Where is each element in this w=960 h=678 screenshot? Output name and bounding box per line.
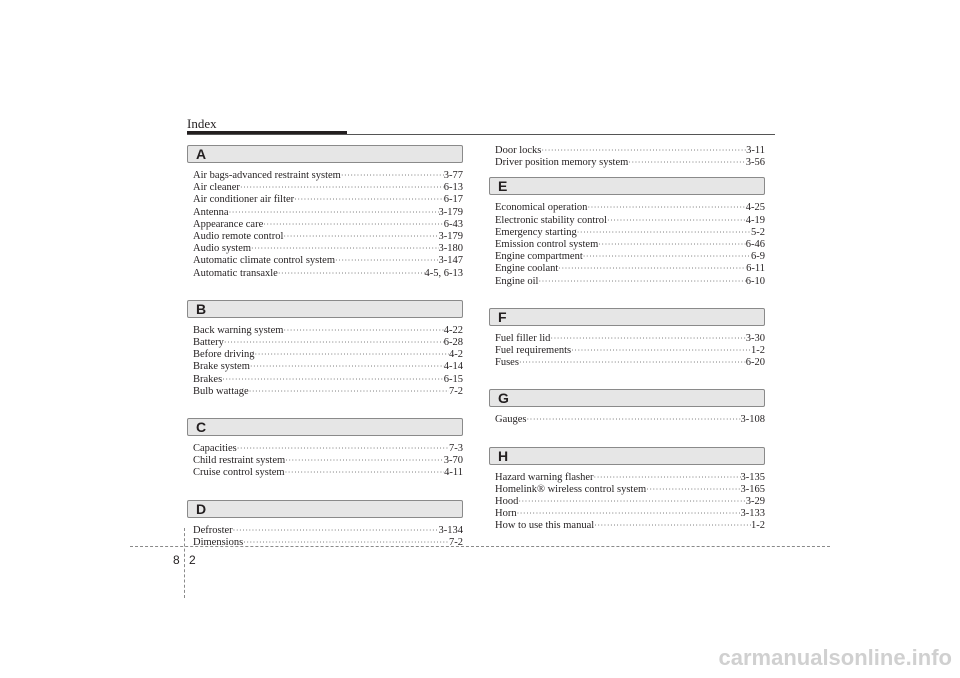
entry-page-ref: 3-134 [438,524,463,536]
index-column-left [187,145,463,549]
leader-dots [222,374,444,386]
entry-page-ref: 3-179 [438,206,463,218]
entry-label: Hazard warning flasher [495,471,594,483]
index-entry [193,325,463,337]
entry-label: Air cleaner [193,182,240,194]
leader-dots [594,520,751,532]
section-letter: C [196,419,207,436]
leader-dots [283,325,443,337]
entry-label: Engine coolant [495,263,559,275]
watermark-text: carmanualsonline.info [718,645,952,670]
entry-page-ref: 6-10 [745,275,765,287]
index-entry [193,268,463,280]
entry-page-ref: 6-15 [443,373,463,385]
entry-page-ref: 3-165 [740,483,765,495]
entry-label: Electronic stability control [495,214,607,226]
entry-page-ref: 6-17 [443,194,463,206]
index-entry [193,386,463,398]
index-entry [193,374,463,386]
index-entry [193,243,463,255]
entry-label: Fuel requirements [495,345,572,357]
chapter-number: 8 [173,553,180,567]
entry-label: Capacities [193,443,237,455]
entry-label: Engine oil [495,275,539,287]
entry-label: Driver position memory system [495,157,629,169]
section-letter: A [196,146,207,162]
index-entry [193,219,463,231]
entry-page-ref: 5-2 [751,226,765,238]
entry-page-ref: 4-2 [449,349,463,361]
index-entry [495,239,765,251]
section-letter: E [498,178,508,195]
leader-dots [243,537,449,549]
index-entry [495,508,765,520]
entry-page-ref: 4-14 [443,361,463,373]
entry-page-ref: 3-108 [740,414,765,426]
entry-page-ref: 6-43 [443,218,463,230]
entry-label: Appearance care [193,218,264,230]
entry-page-ref: 3-30 [745,332,765,344]
index-entry [495,484,765,496]
leader-dots [594,472,741,484]
leader-dots [646,484,740,496]
entry-label: Audio remote control [193,231,284,243]
index-entry [193,207,463,219]
index-entry [193,467,463,479]
entry-page-ref: 3-77 [443,170,463,181]
entry-page-ref: 4-22 [443,324,463,336]
section-header-a [187,145,463,163]
entry-list [187,325,463,398]
entry-label: Brake system [193,361,250,373]
index-entry [495,157,765,169]
entry-page-ref: 4-19 [745,214,765,226]
leader-dots [229,207,439,219]
page-title: Index [187,116,217,131]
entry-page-ref: 3-56 [745,157,765,169]
section-header-d [187,500,463,518]
section-letter: B [196,300,207,317]
index-entry [495,251,765,263]
entry-label: Brakes [193,373,223,385]
entry-page-ref: 1-2 [751,520,765,532]
entry-label: Air conditioner air filter [193,194,295,206]
leader-dots [285,467,445,479]
entry-page-ref: 6-28 [443,337,463,349]
section-header-g [489,389,765,407]
entry-page-ref: 3-29 [745,496,765,508]
entry-page-ref: 7-3 [449,443,463,455]
section-header-e [489,177,765,195]
leader-dots [251,243,438,255]
entry-label: Dimensions [193,536,244,548]
section-header-h [489,447,765,465]
header-rule [187,134,775,135]
entry-list [489,202,765,287]
index-entry [495,357,765,369]
entry-label: Emission control system [495,239,599,251]
section-header-b [187,300,463,318]
page-number: 2 [189,553,196,567]
leader-dots [583,251,751,263]
index-entry [193,443,463,455]
entry-label: Defroster [193,524,233,536]
entry-label: Fuses [495,357,519,369]
leader-dots [250,361,444,373]
index-entry [495,276,765,288]
leader-dots [558,263,746,275]
entry-label: Economical operation [495,202,588,214]
index-entry [495,215,765,227]
entry-label: How to use this manual [495,520,595,532]
entry-list [489,414,765,426]
index-entry [495,333,765,345]
entry-page-ref: 7-2 [449,385,463,397]
section-letter: D [196,500,207,517]
leader-dots [249,386,449,398]
section-header-f [489,308,765,326]
entry-label: Engine compartment [495,251,583,263]
index-entry [495,202,765,214]
entry-label: Child restraint system [193,455,286,467]
entry-page-ref: 6-20 [745,357,765,369]
leader-dots [538,276,745,288]
entry-page-ref: 3-11 [746,145,765,156]
index-entry [193,537,463,549]
index-entry [495,345,765,357]
leader-dots [628,157,745,169]
leader-dots [519,357,746,369]
leader-dots [237,443,449,455]
index-entry [193,231,463,243]
entry-page-ref: 3-133 [740,508,765,520]
leader-dots [233,525,439,537]
leader-dots [263,219,444,231]
index-entry [495,496,765,508]
entry-label: Cruise control system [193,467,285,479]
leader-dots [335,255,438,267]
entry-page-ref: 4-11 [444,467,463,479]
index-entry [193,349,463,361]
section-letter: F [498,308,507,325]
entry-page-ref: 1-2 [751,345,765,357]
entry-page-ref: 6-11 [746,263,765,275]
index-entry [193,194,463,206]
entry-label: Door locks [495,145,542,156]
entry-list [489,333,765,370]
footer-divider [184,528,185,598]
entry-label: Automatic transaxle [193,267,278,279]
entry-page-ref: 3-70 [443,455,463,467]
entry-page-ref: 6-13 [443,182,463,194]
entry-page-ref: 3-179 [438,231,463,243]
entry-list-continued [489,145,765,169]
entry-list [489,472,765,533]
entry-label: Antenna [193,206,229,218]
entry-list [187,443,463,480]
leader-dots [517,508,741,520]
entry-page-ref: 7-2 [449,536,463,548]
entry-page-ref: 3-147 [438,255,463,267]
index-entry [193,337,463,349]
entry-label: Gauges [495,414,527,426]
leader-dots [571,345,751,357]
index-entry [193,170,463,182]
index-entry [193,182,463,194]
entry-page-ref: 4-5, 6-13 [424,267,463,279]
leader-dots [283,231,438,243]
index-entry [495,520,765,532]
entry-label: Battery [193,337,224,349]
index-entry [193,455,463,467]
index-entry [495,414,765,426]
entry-page-ref: 6-46 [745,239,765,251]
entry-label: Emergency starting [495,226,577,238]
leader-dots [255,349,449,361]
index-column-right [489,145,765,533]
leader-dots [541,145,746,157]
entry-label: Hood [495,496,519,508]
index-entry [495,227,765,239]
leader-dots [577,227,751,239]
leader-dots [294,194,444,206]
entry-label: Automatic climate control system [193,255,336,267]
index-entry [193,525,463,537]
entry-label: Back warning system [193,324,284,336]
entry-label: Bulb wattage [193,385,249,397]
index-entry [495,145,765,157]
leader-dots [341,170,444,182]
index-entry [193,255,463,267]
entry-label: Horn [495,508,517,520]
entry-page-ref: 4-25 [745,202,765,214]
entry-label: Before driving [193,349,255,361]
entry-list [187,170,463,280]
entry-label: Air bags-advanced restraint system [193,170,341,181]
leader-dots [240,182,444,194]
index-entry [495,263,765,275]
leader-dots [278,268,425,280]
entry-page-ref: 6-9 [751,251,765,263]
leader-dots [598,239,746,251]
leader-dots [527,414,741,426]
entry-page-ref: 3-180 [438,243,463,255]
section-letter: H [498,447,509,464]
entry-label: Homelink® wireless control system [495,483,647,495]
section-header-c [187,418,463,436]
index-entry [495,472,765,484]
leader-dots [587,202,745,214]
entry-label: Audio system [193,243,252,255]
leader-dots [550,333,745,345]
index-entry [193,361,463,373]
entry-label: Fuel filler lid [495,332,551,344]
entry-page-ref: 3-135 [740,471,765,483]
leader-dots [285,455,444,467]
leader-dots [518,496,745,508]
section-letter: G [498,390,509,407]
footer-rule [130,546,830,547]
leader-dots [607,215,746,227]
leader-dots [224,337,444,349]
